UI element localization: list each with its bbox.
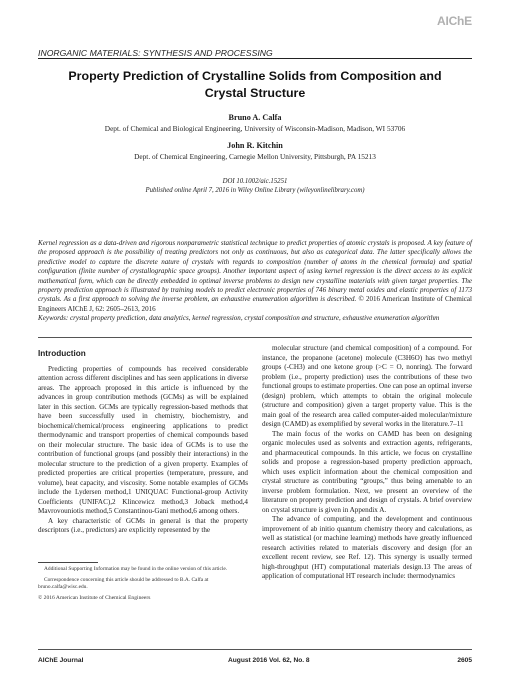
article-title [38, 68, 472, 102]
section-heading: INORGANIC MATERIALS: SYNTHESIS AND PROCESSING [38, 48, 273, 58]
footnote-correspondence: Correspondence concerning this article should be addressed to B.A. Calfa at bruno.calfa@wisc.edu. [38, 576, 209, 590]
affiliation-2: Dept. of Chemical Engineering, Carnegie Mellon University, Pittsburgh, PA 15213 [134, 152, 376, 161]
paragraph: The advance of computing, and the development and continuous improvement of ab initio quantum chemistry theory and calculations, as well as statistical (or machine learning) methods have greatly influenced research activities related to materials discovery and design (for an excellent recent review, see Ref. 12). This synergy is usually termed high-throughput (HT) computational materials design.13 The areas of application of computational HT research include: thermodynamics [262, 515, 472, 580]
footer-journal: AIChE Journal [38, 657, 84, 664]
journal-logo: AIChE [436, 14, 472, 28]
abstract-text: Kernel regression as a data-driven and rigorous nonparametric statistical technique to predict properties of atomic crystals is proposed. A key feature of the proposed approach is the possibility of treating predictors not only as continuous, but also as categorical data. The latter specifically allows the predictive model to capture the discrete nature of crystals with regards to composition (number of atoms in the chemical formula) and spatial configuration (finite number of crystallographic space groups). Another important aspect of using kernel regression is the direct access to its explicit mathematical form, which can be directly embedded in optimal inverse problems to design new crystalline materials with given target properties. The property prediction approach is illustrated by training models to predict electronic properties of 746 binary metal oxides and elastic properties of 1173 crystals. As a first approach to solving the inverse problem, an exhaustive enumeration algorithm is described. [38, 239, 472, 304]
footnote-copyright: © 2016 American Institute of Chemical Engineers [38, 594, 151, 601]
abstract [38, 239, 472, 324]
left-column [38, 344, 248, 536]
keywords: Keywords: crystal property prediction, data analytics, kernel regression, crystal composition and structure, exhaustive enumeration algorithm [38, 314, 440, 323]
footer-issue: August 2016 Vol. 62, No. 8 [228, 657, 310, 664]
footnote-supporting-info: Additional Supporting Information may be found in the online version of this article. [44, 565, 228, 572]
footnote-rule [38, 562, 98, 563]
abstract-copyright: © 2016 American Institute of Chemical Engineers AIChE J, 62: 2605–2613, 2016 [38, 295, 472, 313]
footer-page-number: 2605 [457, 657, 472, 664]
title-line-2: Crystal Structure [204, 86, 306, 100]
title-line-1: Property Prediction of Crystalline Solids from Composition and [68, 69, 442, 83]
paragraph: A key characteristic of GCMs in general is that the property descriptors (i.e., predictors) are explicitly represented by the [38, 516, 248, 534]
published-line: Published online April 7, 2016 in Wiley Online Library (wileyonlinelibrary.com) [145, 187, 365, 194]
author-2: John R. Kitchin [227, 141, 283, 150]
introduction-heading: Introduction [38, 349, 86, 358]
footer-rule [38, 649, 472, 650]
doi: DOI 10.1002/aic.15251 [222, 178, 288, 185]
paragraph: Predicting properties of compounds has received considerable attention across different disciplines and has seen applications in diverse areas. The approach proposed in this article is influenced by the advances in group contribution methods (GCMs) as will be explained later in this section. GCMs are typically regression-based methods that have been successfully used in chemistry, biochemistry, and biochemical/chemical/process engineering applications to predict thermodynamic and transport properties of chemical compounds based on their molecular structure. The basic idea of GCMs is to use the contribution of functional groups (and possibly their interactions) in the molecular structure to the prediction of a given property. Examples of predicted properties are critical properties (temperature, pressure, and volume), heat capacity, and viscosity. Some notable examples of GCMs include the Lydersen method,1 UNIQUAC Functional-group Activity Coefficients (UNIFAC),2 Klincewicz method,3 Joback method,4 Mavrovouniotis method,5 Constantinou-Gani method,6 among others. [38, 364, 248, 515]
footnotes [38, 562, 248, 606]
paragraph: The main focus of the works on CAMD has been on designing organic molecules used as solvents and extraction agents, refrigerants, and pharmaceutical compounds. In this article, we focus on crystalline solids and propose a regression-based property prediction approach, which uses explicit information about the chemical composition and crystal structure as contributing “groups,” thus being amenable to an inverse problem formulation. Next, we present an overview of the literature on property prediction and design of crystals. A brief overview on crystal structure is given in Appendix A. [262, 429, 472, 514]
paragraph: molecular structure (and chemical composition) of a compound. For instance, the propanone (acetone) molecule (C3H6O) has two methyl groups (-CH3) and one ketone group (>C = O, nonring). The forward problem (i.e., property prediction) uses the contributions of these two functional groups to estimate properties. One can pose an optimal inverse (design) problem, which attempts to obtain the original molecule (structure and composition) given a target property value. This is the main goal of the research area called computer-aided molecular/mixture design (CAMD) as exemplified by several works in the literature.7–11 [262, 344, 472, 428]
right-column [262, 344, 472, 582]
header-rule [38, 58, 472, 59]
author-1: Bruno A. Calfa [228, 113, 282, 122]
affiliation-1: Dept. of Chemical and Biological Engineering, University of Wisconsin-Madison, Madison, WI 53706 [104, 124, 406, 133]
abstract-rule [38, 337, 472, 338]
